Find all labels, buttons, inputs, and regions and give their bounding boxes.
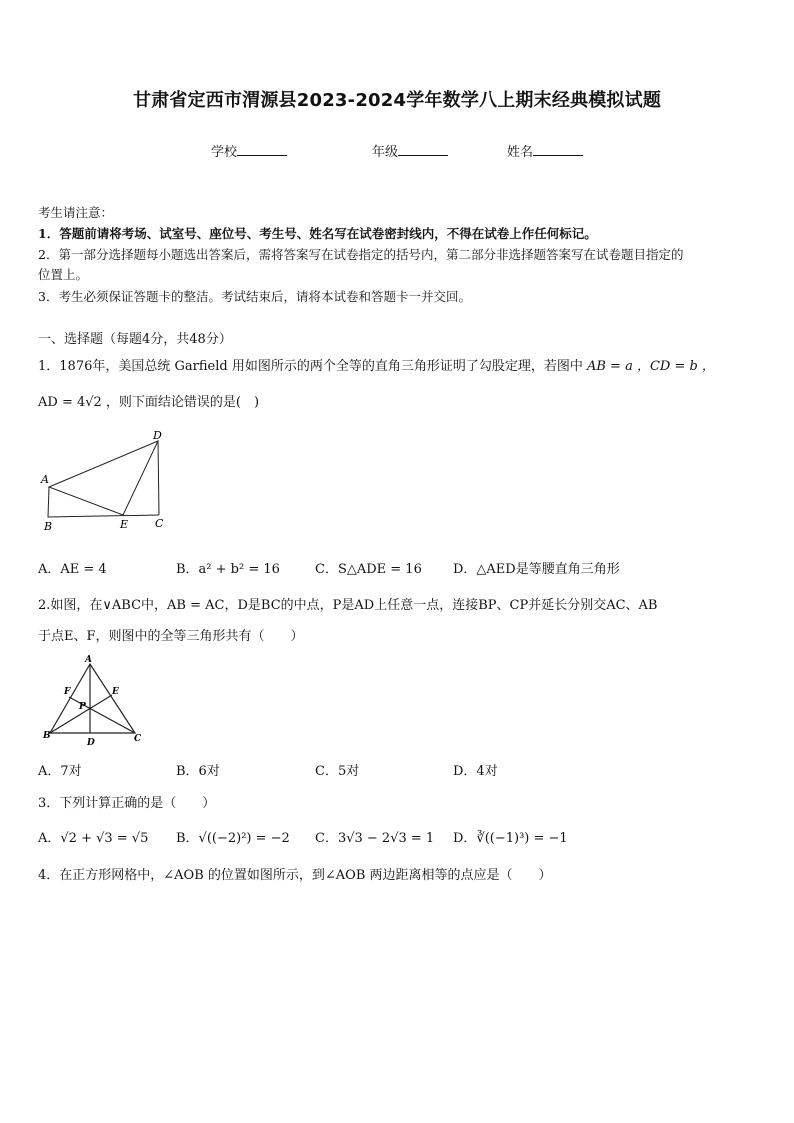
q2-line-2: 于点E、F，则图中的全等三角形共有（ ） — [38, 629, 304, 644]
q2-label-b: B — [43, 731, 51, 741]
section-heading: 一、选择题（每题4分，共48分） — [38, 332, 232, 347]
q2-figure-be — [50, 695, 112, 733]
q1-label-a: A — [41, 473, 49, 486]
name-label: 姓名 — [507, 145, 534, 160]
grade-blank[interactable] — [398, 142, 448, 156]
q2-option-a[interactable]: A．7对 — [38, 764, 82, 779]
q1-option-d[interactable]: D．△AED是等腰直角三角形 — [453, 562, 620, 577]
notice-item-2b: 位置上。 — [38, 267, 89, 282]
q1-figure-ab-bc — [48, 487, 159, 517]
q1-line-1 — [38, 355, 715, 374]
q2-figure — [38, 652, 148, 748]
notice-item-2a: 2．第一部分选择题每小题选出答案后，需将答案写在试卷指定的括号内，第二部分非选择题答案写在试卷题目指定的 — [38, 247, 684, 262]
q1-line-1-text: 1．1876年，美国总统 Garfield 用如图所示的两个全等的直角三角形证明了勾股定理，若图中 — [38, 359, 583, 374]
q1-label-b: B — [44, 520, 53, 533]
q3-option-d[interactable]: D．∛((−1)³) = −1 — [453, 831, 568, 846]
q2-label-d: D — [87, 738, 95, 748]
q2-option-b[interactable]: B．6对 — [176, 764, 220, 779]
q1-line-1-math: AB = a ，CD = b ， — [586, 359, 715, 374]
q1-option-b[interactable]: B．a² + b² = 16 — [176, 562, 280, 577]
q1-figure-triangle-ade — [49, 441, 158, 515]
school-field[interactable] — [211, 141, 287, 160]
q2-line-1: 2.如图，在∨ABC中，AB = AC，D是BC的中点，P是AD上任意一点，连接BP、CP并延长分别交AC、AB — [38, 598, 658, 613]
q2-figure-triangle-abc — [50, 664, 135, 733]
q1-figure-dc — [158, 441, 159, 515]
grade-label: 年级 — [372, 145, 399, 160]
q2-label-a: A — [85, 655, 92, 665]
name-blank[interactable] — [533, 142, 583, 156]
q2-label-c: C — [134, 734, 142, 744]
q2-option-c[interactable]: C．5对 — [315, 764, 360, 779]
q4-line-1: 4．在正方形网格中，∠AOB 的位置如图所示，到∠AOB 两边距离相等的点应是（ ） — [38, 868, 552, 883]
q2-label-p: P — [79, 702, 86, 712]
q1-label-c: C — [155, 517, 164, 530]
q3-option-a[interactable]: A．√2 + √3 = √5 — [38, 831, 149, 846]
q2-label-e: E — [112, 687, 119, 697]
q2-label-f: F — [64, 687, 71, 697]
name-field[interactable] — [507, 141, 583, 160]
notice-item-1: 1．答题前请将考场、试室号、座位号、考生号、姓名写在试卷密封线内，不得在试卷上作任何标记。 — [38, 226, 597, 241]
notice-item-3: 3．考生必须保证答题卡的整洁。考试结束后，请将本试卷和答题卡一并交回。 — [38, 289, 471, 304]
school-label: 学校 — [211, 145, 238, 160]
q1-label-d: D — [153, 429, 162, 442]
q3-option-b[interactable]: B．√((−2)²) = −2 — [176, 831, 290, 846]
school-blank[interactable] — [237, 142, 287, 156]
q3-line-1: 3．下列计算正确的是（ ） — [38, 796, 216, 811]
q1-option-a[interactable]: A．AE = 4 — [38, 562, 107, 577]
notice-header: 考生请注意： — [38, 205, 114, 220]
q1-option-c[interactable]: C．S△ADE = 16 — [315, 562, 422, 577]
q1-figure — [36, 428, 171, 533]
q1-line-2: AD = 4√2 ，则下面结论错误的是( ) — [38, 395, 260, 410]
q1-label-e: E — [120, 518, 129, 531]
page-title: 甘肃省定西市渭源县2023-2024学年数学八上期末经典模拟试题 — [132, 90, 662, 111]
q3-option-c[interactable]: C．3√3 − 2√3 = 1 — [315, 831, 435, 846]
grade-field[interactable] — [372, 141, 448, 160]
q2-option-d[interactable]: D．4对 — [453, 764, 498, 779]
